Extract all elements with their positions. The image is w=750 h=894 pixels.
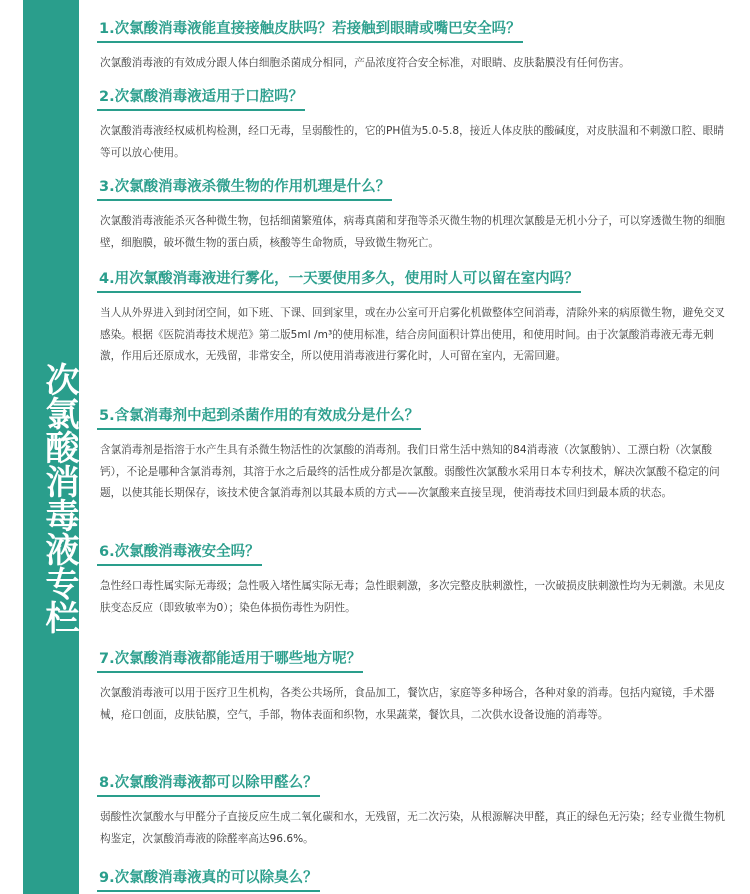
faq-item xyxy=(97,86,733,164)
faq-answer: 次氯酸消毒液可以用于医疗卫生机构，各类公共场所，食品加工，餐饮店，家庭等多种场合，各种对象的消毒。包括内窥镜，手术器械，疮口创面，皮肤钻膜，空气，手部，物体表面和织物，水果蔬菜，餐饮具，二次供水设备设施的消毒等。 xyxy=(100,687,715,721)
faq-item xyxy=(97,176,733,254)
faq-item xyxy=(97,405,733,505)
faq-answer: 急性经口毒性属实际无毒级；急性吸入堵性属实际无毒；急性眼刺激，多次完整皮肤刺激性，一次破损皮肤刺激性均为无刺激。未见皮肤变态反应（即致敏率为0）；染色体损伤毒性为阴性。 xyxy=(100,580,726,614)
faq-answer: 当人从外界进入到封闭空间，如下班、下课、回到家里，或在办公室可开启雾化机做整体空间消毒，清除外来的病原微生物，避免交叉感染。根据《医院消毒技术规范》第二版5ml /m³的使用标准，结合房间面积计算出使用，和使用时间。由于次氯酸消毒液无毒无刺激，作用后还原成水，无残留，非常安全，所以使用消毒液进行雾化时，人可留在室内，无需回避。 xyxy=(100,307,726,362)
faq-question: 8.次氯酸消毒液都可以除甲醛么？ xyxy=(97,773,320,797)
sidebar-title: 次氯酸消毒液专栏 xyxy=(39,362,79,634)
faq-item xyxy=(97,648,733,726)
faq-answer: 次氯酸消毒液的有效成分跟人体白细胞杀菌成分相同，产品浓度符合安全标准，对眼睛、皮肤黏膜没有任何伤害。 xyxy=(100,57,630,69)
faq-question: 9.次氯酸消毒液真的可以除臭么？ xyxy=(97,868,320,892)
faq-question: 1.次氯酸消毒液能直接接触皮肤吗？若接触到眼睛或嘴巴安全吗？ xyxy=(97,19,523,43)
faq-item xyxy=(97,541,733,619)
faq-answer: 次氯酸消毒液经权威机构检测，经口无毒，呈弱酸性的，它的PH值为5.0-5.8，接近人体皮肤的酸碱度，对皮肤温和不刺激口腔、眼睛等可以放心使用。 xyxy=(100,125,724,159)
faq-answer: 弱酸性次氯酸水与甲醛分子直接反应生成二氧化碳和水，无残留，无二次污染，从根源解决甲醛，真正的绿色无污染；经专业微生物机构鉴定，次氯酸消毒液的除醛率高达96.6%。 xyxy=(100,811,726,845)
faq-item xyxy=(97,772,733,850)
faq-answer: 次氯酸消毒液能杀灭各种微生物，包括细菌繁殖体，病毒真菌和芽孢等杀灭微生物的机理次氯酸是无机小分子，可以穿透微生物的细胞壁，细胞膜，破坏微生物的蛋白质，核酸等生命物质，导致微生物死亡。 xyxy=(100,215,726,249)
faq-question: 7.次氯酸消毒液都能适用于哪些地方呢？ xyxy=(97,649,363,673)
faq-question: 5.含氯消毒剂中起到杀菌作用的有效成分是什么？ xyxy=(97,406,421,430)
faq-item xyxy=(97,867,733,892)
faq-question: 2.次氯酸消毒液适用于口腔吗？ xyxy=(97,87,305,111)
faq-question: 3.次氯酸消毒液杀微生物的作用机理是什么？ xyxy=(97,177,392,201)
sidebar xyxy=(23,0,79,894)
faq-question: 4.用次氯酸消毒液进行雾化，一天要使用多久，使用时人可以留在室内吗？ xyxy=(97,269,581,293)
faq-item xyxy=(97,18,733,75)
faq-answer: 含氯消毒剂是指溶于水产生具有杀微生物活性的次氯酸的消毒剂。我们日常生活中熟知的84消毒液（次氯酸钠）、工漂白粉（次氯酸钙），不论是哪种含氯消毒剂，其溶于水之后最终的活性成分都是次氯酸。弱酸性次氯酸水采用日本专利技术，解决次氯酸不稳定的问题，以使其能长期保存，该技术使含氯消毒剂以其最本质的方式——次氯酸来直接呈现，使消毒技术回归到最本质的状态。 xyxy=(100,444,720,499)
faq-item xyxy=(97,268,733,368)
faq-question: 6.次氯酸消毒液安全吗？ xyxy=(97,542,262,566)
